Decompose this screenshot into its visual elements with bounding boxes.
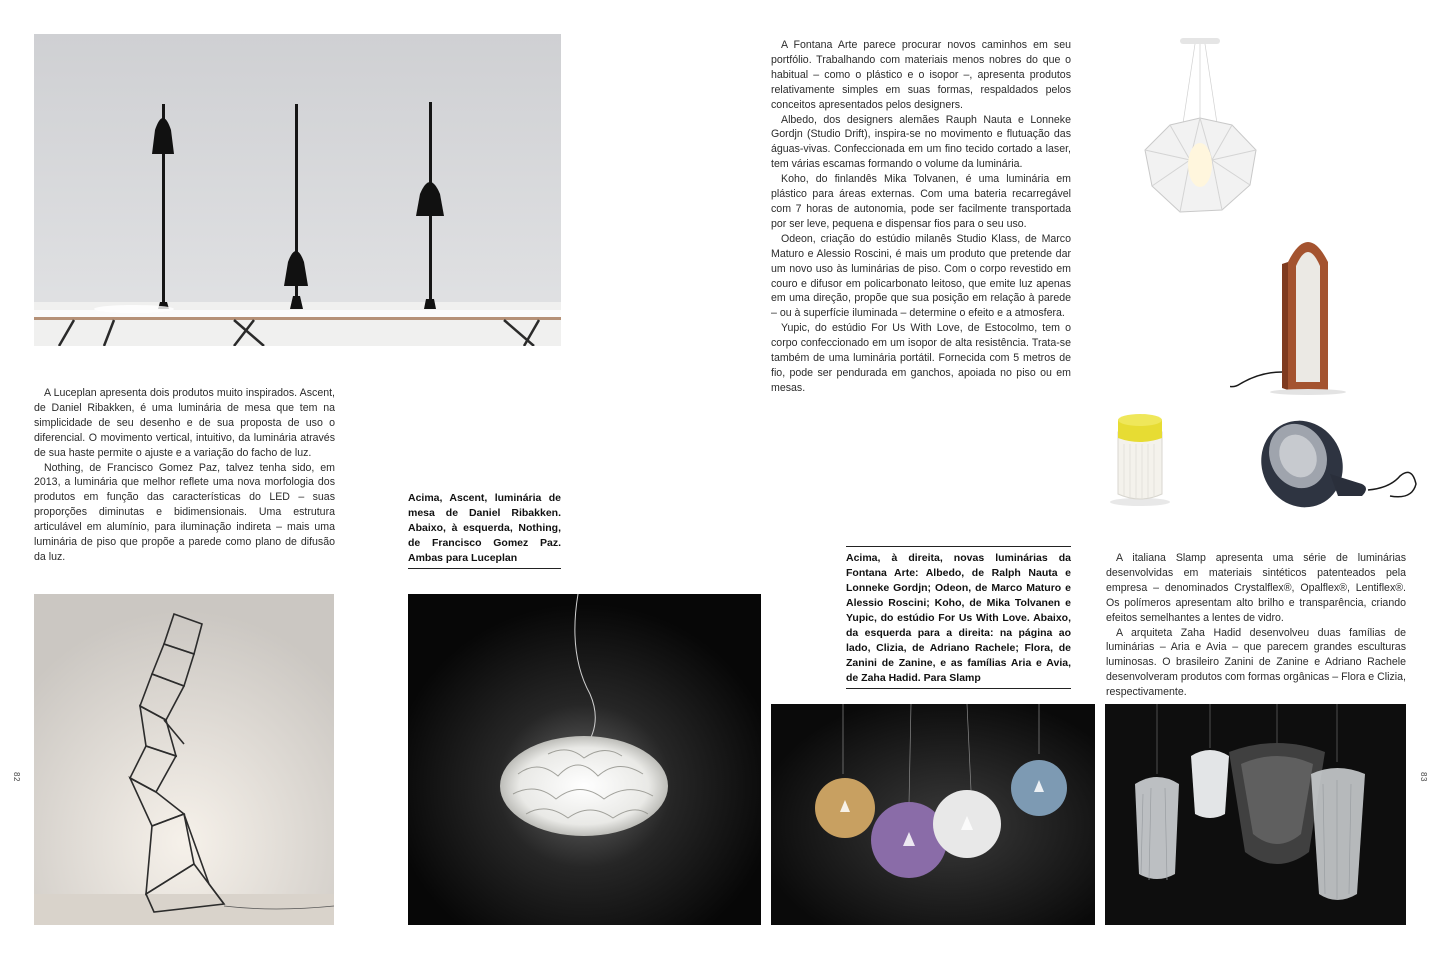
fontana-paragraph-3: Koho, do finlandês Mika Tolvanen, é uma luminária em plástico para áreas externas. Com uma bateria recarregável com 7 horas de autonomia, pode ser facilmente transportada por ser leve, pequena e dispensar fios para o seu uso. [771,173,1071,230]
odeon-lamp-photo [1230,222,1410,400]
fontana-paragraph-2: Albedo, dos designers alemães Rauph Nauta e Lonneke Gordjn (Studio Drift), inspira-se no movimento e flutuação das águas-vivas. Confeccionada em um fino tecido cortado a laser, tem várias escamas formando o volume da luminária. [771,113,1071,171]
fontana-paragraph-1: A Fontana Arte parece procurar novos caminhos em seu portfólio. Trabalhando com materiais menos nobres do que o habitual – como o plástico e o isopor –, apresenta produtos relativamente simples em suas formas, respaldados pelos conceitos apresentados pelos designers. [771,39,1071,111]
albedo-lamp-photo [1100,20,1300,230]
slamp-paragraph-2: A arquiteta Zaha Hadid desenvolveu duas famílias de luminárias – Aria e Avia – que parecem grandes esculturas luminosas. O brasileiro Zanini de Zanine e Adriano Rachele desenvolveram produtos com formas orgânicas – Flora e Clizia, respectivamente. [1106,626,1406,699]
fontana-paragraph-5: Yupic, do estúdio For Us With Love, de Estocolmo, tem o corpo confeccionado em um isopor de alta resistência. Trata-se também de uma luminária portátil. Fornecida com 5 metros de fio, pode ser pendurada em ganchos, apoiada no piso ou em mesas. [771,322,1071,394]
luceplan-paragraph-2: Nothing, de Francisco Gomez Paz, talvez tenha sido, em 2013, a luminária que melhor reflete uma nova morfologia dos produtos em função das características do LED – suas proporções diminutas e bidimensionais. Uma estrutura articulável em alumínio, para iluminação indireta – mais uma luminária de piso que propõe a parede como plano de difusão da luz. [34,461,335,563]
caption-luceplan: Acima, Ascent, luminária de mesa de Daniel Ribakken. Abaixo, à esquerda, Nothing, de Francisco Gomez Paz. Ambas para Luceplan [408,491,561,569]
slamp-paragraph-1: A italiana Slamp apresenta uma série de luminárias desenvolvidas em materiais sintéticos patenteados pela empresa – denominados Crystalflex®, Opalflex®, Lentiflex®. Os polímeros apresentam alto brilho e transparência, criando efeitos semelhantes a lentes de vidro. [1106,552,1406,624]
nothing-lamp-photo [34,594,334,925]
aria-avia-lamps-photo [1105,704,1406,925]
page-number-left: 82 [12,772,21,782]
clizia-lamp-photo [408,594,761,925]
fontana-paragraph-4: Odeon, criação do estúdio milanês Studio Klass, de Marco Maturo e Alessio Roscini, é mais um produto que pretende dar um novo uso às luminárias de piso. Com o corpo revestido em couro e difusor em policarbonato leitoso, que emite luz apenas em uma direção, propõe que sua posição em relação à parede – ou à superfície iluminada – determine o efeito e a atmosfera. [771,232,1071,320]
yupic-lamp-photo [1240,404,1420,514]
ascent-lamps-photo [34,34,561,346]
caption-fontana-slamp: Acima, à direita, novas luminárias da Fontana Arte: Albedo, de Ralph Nauta e Lonneke Gordjn; Odeon, de Marco Maturo e Alessio Roscini; Koho, de Mika Tolvanen e Yupic, do estúdio For Us With Love. Abaixo, da esquerda para a direita: na página ao lado, Clizia, de Adriano Rachele; Flora, de Zanini de Zanine, e as famílias Aria e Avia, de Zaha Hadid. Para Slamp [846,546,1071,689]
fontana-arte-article-text [771,38,1071,396]
koho-lamp-photo [1100,404,1190,514]
page-number-right: 83 [1419,772,1428,782]
luceplan-paragraph-1: A Luceplan apresenta dois produtos muito inspirados. Ascent, de Daniel Ribakken, é uma luminária de mesa que tem na simplicidade de seu desenho e de sua proposta de uso o diferencial. O movimento vertical, intuitivo, da luminária através de sua haste permite o ajuste e a variação do facho de luz. [34,387,335,459]
luceplan-article-text [34,386,335,565]
flora-lamps-photo [771,704,1095,925]
slamp-article-text [1106,551,1406,700]
